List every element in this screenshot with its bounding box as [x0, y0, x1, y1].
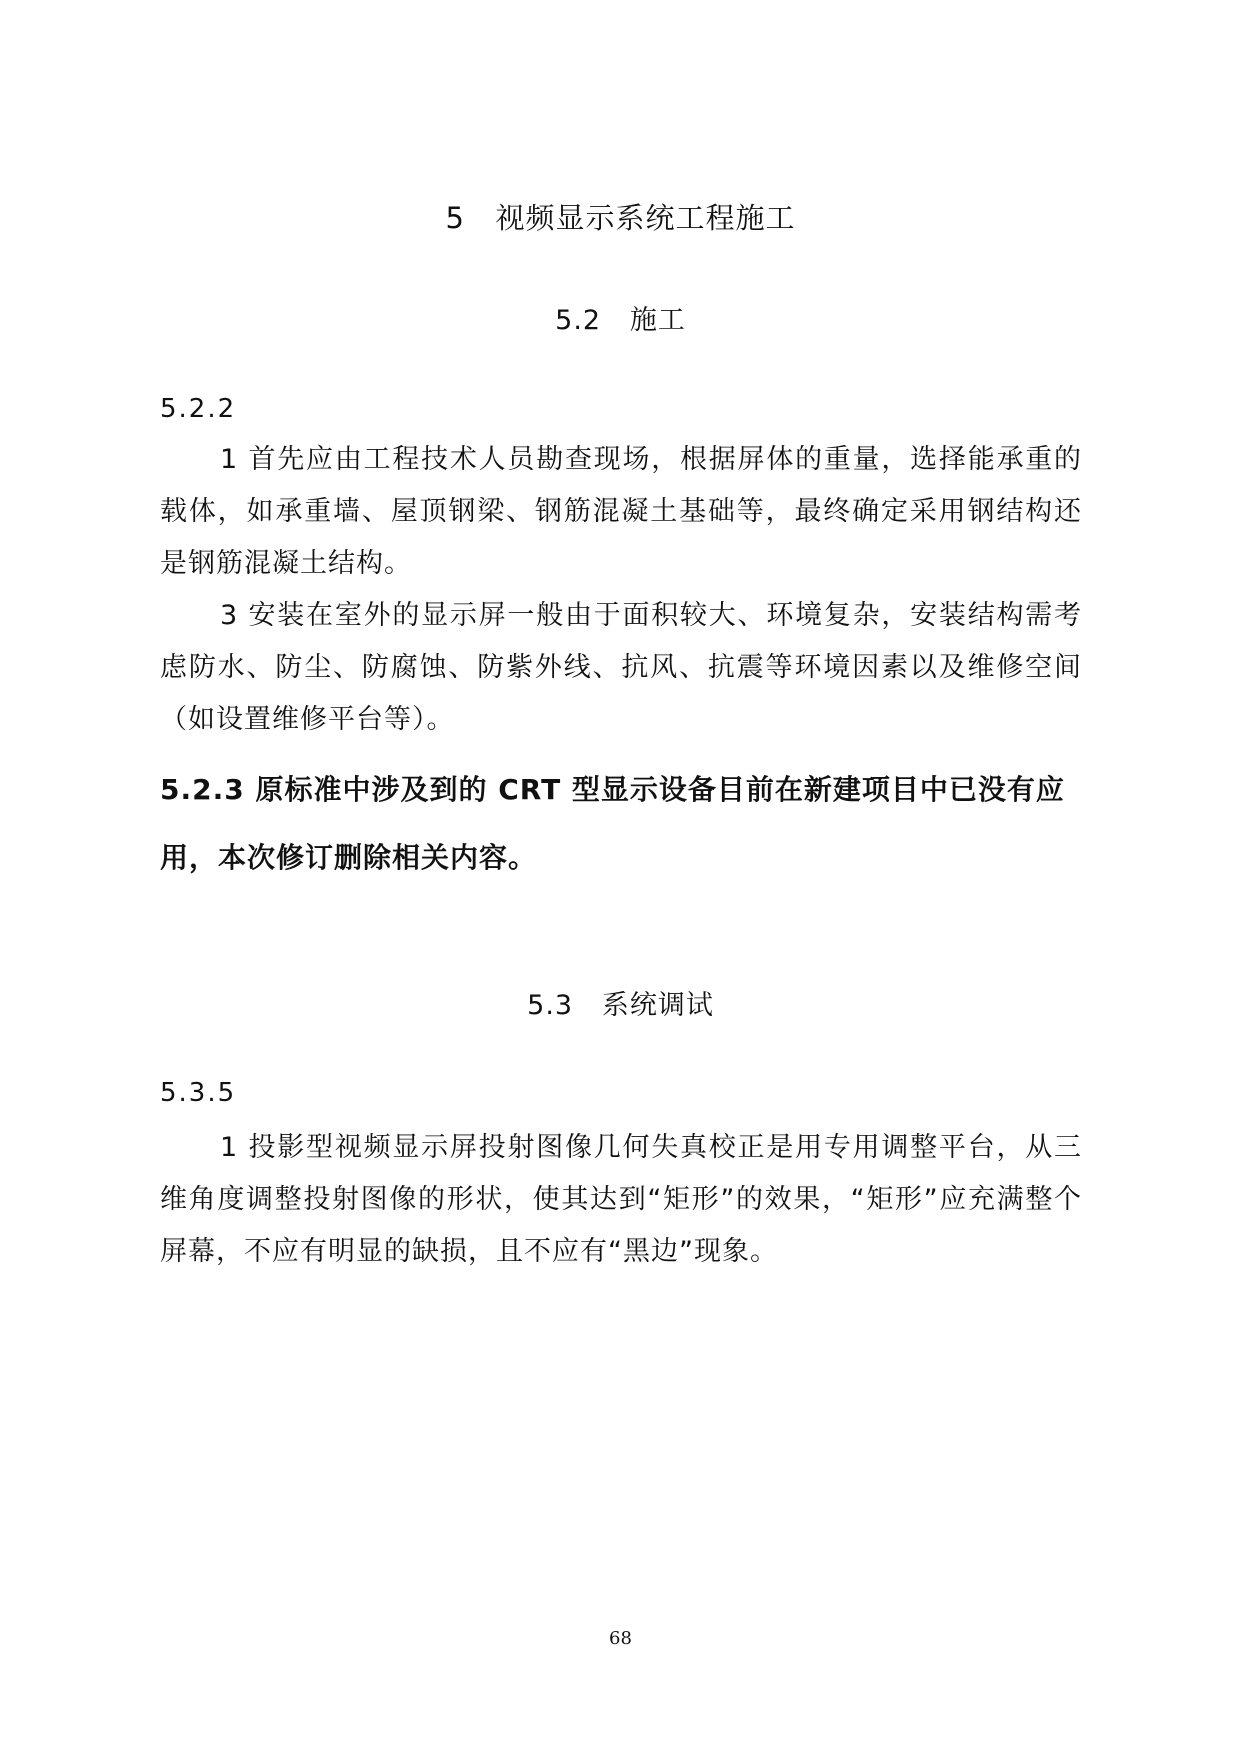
clause-number-5-2-2: 5.2.2 — [160, 394, 237, 424]
section-title-5-2: 5.2 施工 — [555, 305, 686, 336]
clause-5-2-3: 5.2.3 原标准中涉及到的 CRT 型显示设备目前在新建项目中已没有应用，本次修订删除相关内容。 — [160, 773, 1065, 874]
clause-5-2-2-item-3: 3 安装在室外的显示屏一般由于面积较大、环境复杂，安装结构需考虑防水、防尘、防腐蚀、防紫外线、抗风、抗震等环境因素以及维修空间（如设置维修平台等）。 — [160, 600, 1082, 735]
section-title-5-3: 5.3 系统调试 — [527, 990, 714, 1021]
clause-5-2-2-item-1: 1 首先应由工程技术人员勘查现场，根据屏体的重量，选择能承重的载体，如承重墙、屋顶钢梁、钢筋混凝土基础等，最终确定采用钢结构还是钢筋混凝土结构。 — [160, 444, 1082, 579]
page-number: 68 — [609, 1628, 632, 1649]
chapter-title: 5 视频显示系统工程施工 — [445, 201, 796, 235]
clause-number-5-3-5: 5.3.5 — [160, 1078, 237, 1108]
clause-5-3-5-item-1: 1 投影型视频显示屏投射图像几何失真校正是用专用调整平台，从三维角度调整投射图像的形状，使其达到“矩形”的效果，“矩形”应充满整个屏幕，不应有明显的缺损，且不应有“黑边”现象。 — [160, 1132, 1082, 1267]
